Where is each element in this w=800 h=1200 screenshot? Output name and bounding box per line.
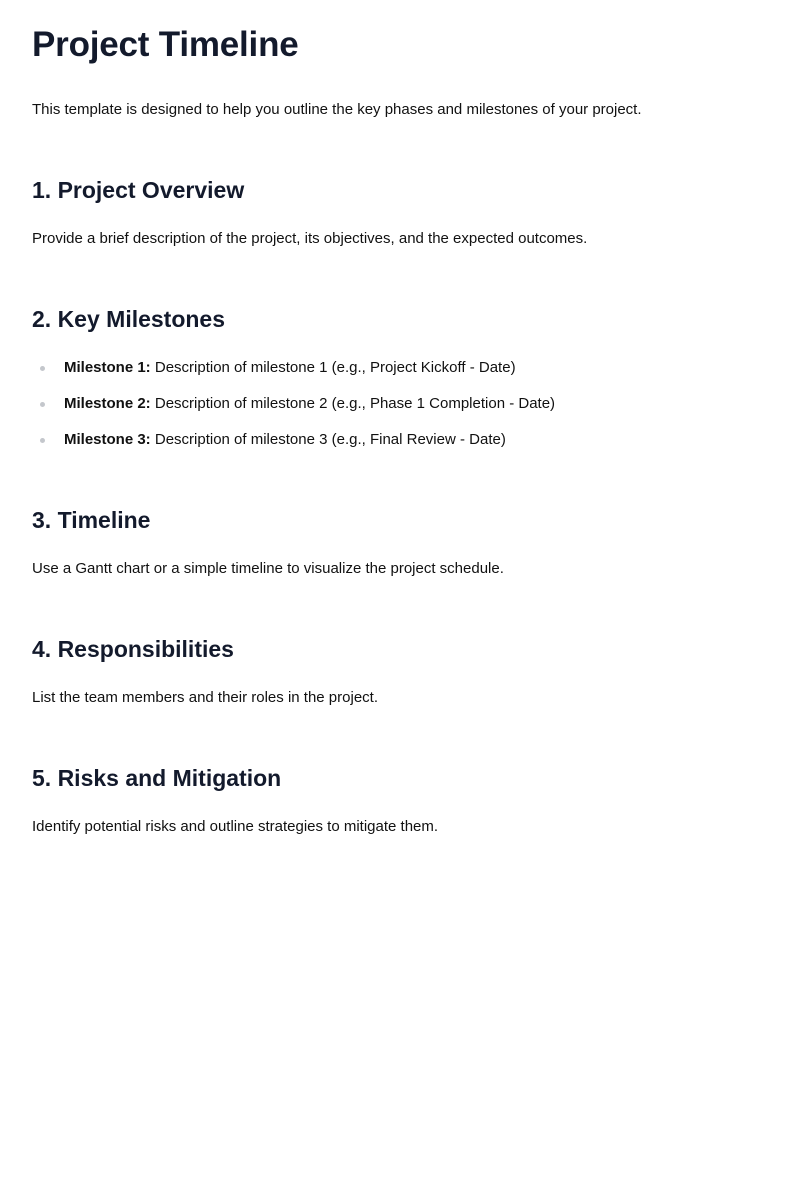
section-text: Identify potential risks and outline strategies to mitigate them.	[32, 818, 439, 835]
list-item	[32, 358, 768, 378]
document-title: Project Timeline	[32, 25, 299, 64]
section-text: Use a Gantt chart or a simple timeline to visualize the project schedule.	[32, 560, 504, 577]
list-item	[32, 394, 768, 414]
section-timeline	[32, 505, 768, 579]
section-text: Provide a brief description of the project, its objectives, and the expected outcomes.	[32, 230, 588, 247]
bullet-icon	[40, 402, 45, 407]
section-responsibilities	[32, 634, 768, 708]
milestone-label: Milestone 2:	[64, 395, 151, 412]
section-text: List the team members and their roles in the project.	[32, 689, 378, 706]
section-heading: 2. Key Milestones	[32, 306, 226, 332]
milestone-description: Description of milestone 3 (e.g., Final Review - Date)	[150, 431, 506, 448]
milestone-label: Milestone 3:	[64, 431, 151, 448]
section-risks-mitigation	[32, 763, 768, 837]
section-key-milestones	[32, 304, 768, 450]
section-heading: 4. Responsibilities	[32, 636, 234, 662]
section-heading: 5. Risks and Mitigation	[32, 765, 282, 791]
bullet-icon	[40, 366, 45, 371]
section-project-overview	[32, 175, 768, 249]
section-heading: 3. Timeline	[32, 507, 151, 533]
milestone-description: Description of milestone 2 (e.g., Phase 1 Completion - Date)	[150, 395, 556, 412]
milestone-description: Description of milestone 1 (e.g., Project Kickoff - Date)	[150, 359, 516, 376]
section-heading: 1. Project Overview	[32, 177, 245, 203]
milestone-label: Milestone 1:	[64, 359, 151, 376]
bullet-icon	[40, 438, 45, 443]
milestone-list	[32, 358, 768, 450]
intro-paragraph: This template is designed to help you outline the key phases and milestones of your project.	[32, 101, 642, 118]
list-item	[32, 430, 768, 450]
